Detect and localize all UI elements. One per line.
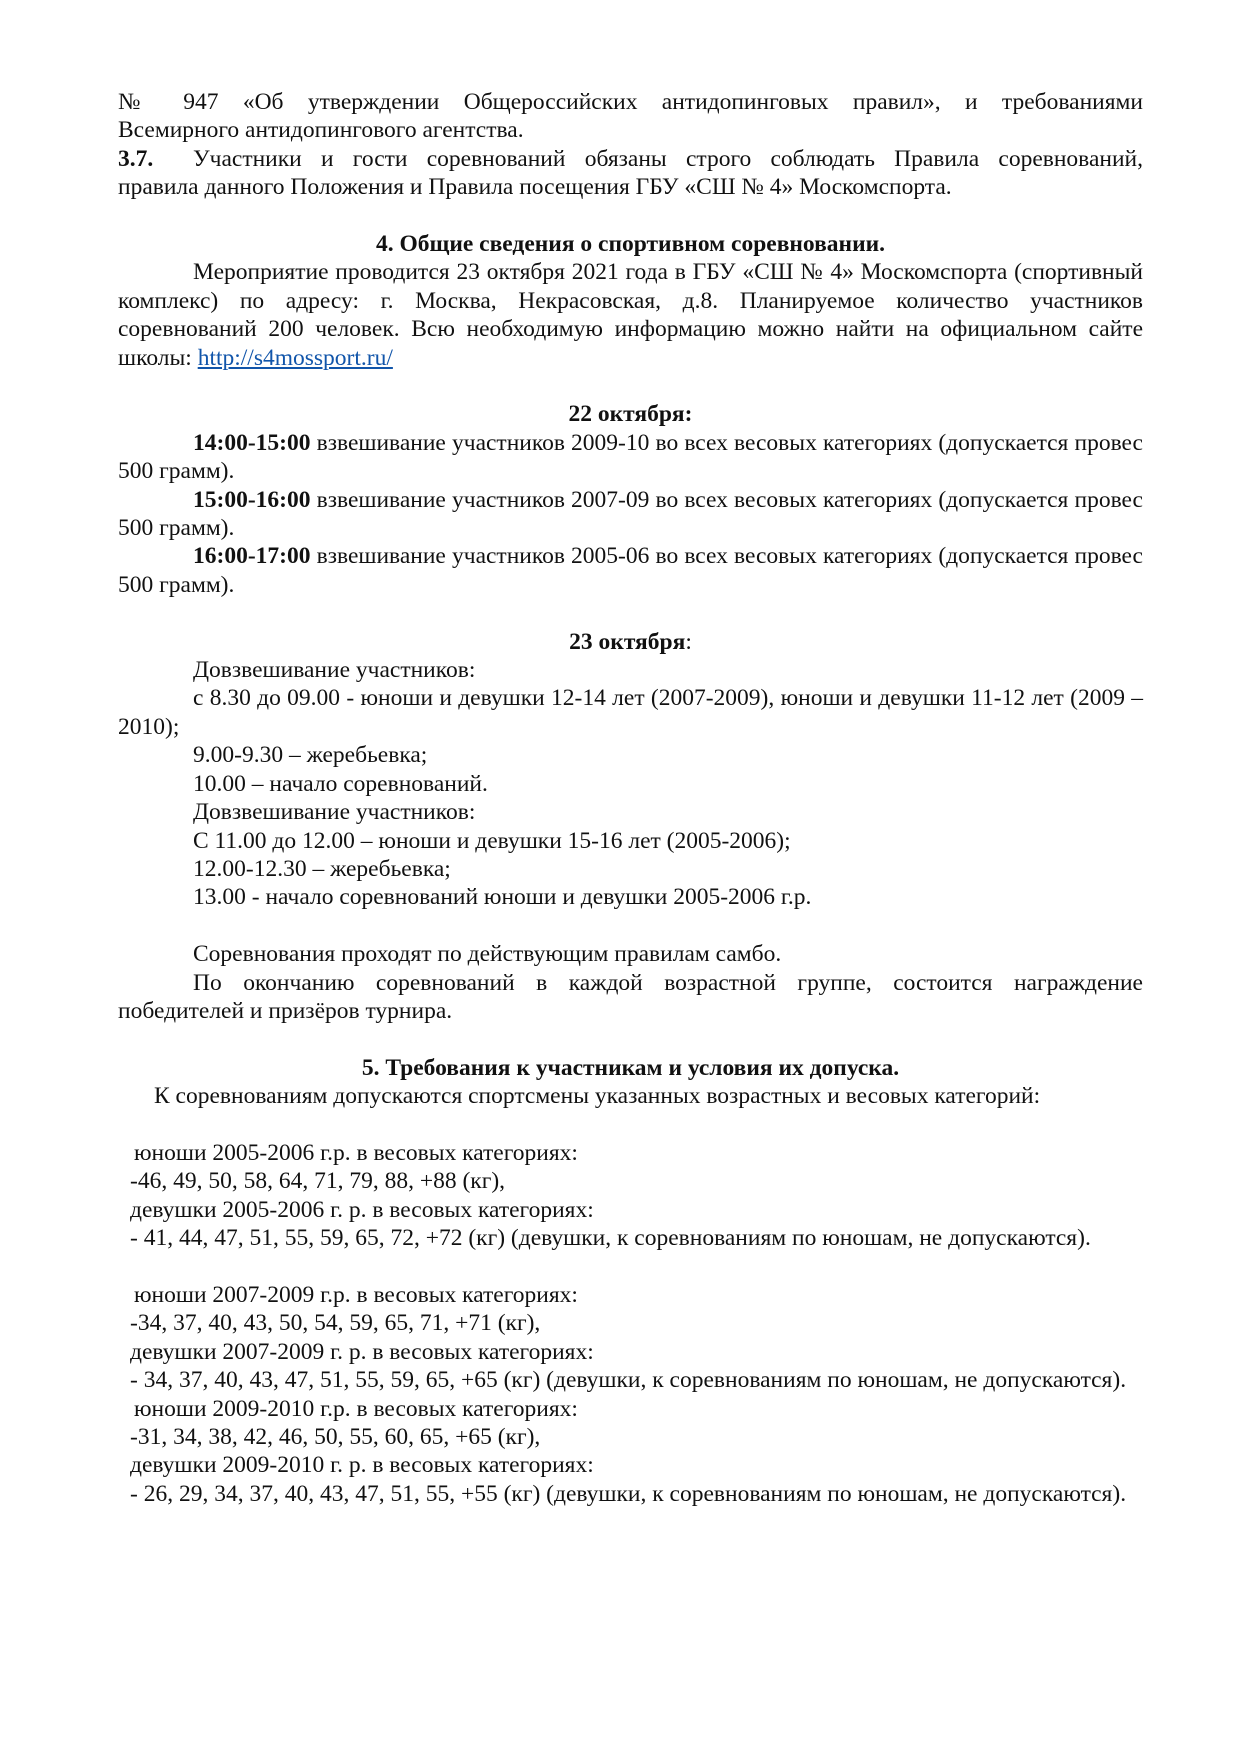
- day-22-schedule: [118, 429, 1143, 599]
- awards-paragraph: По окончанию соревнований в каждой возрастной группе, состоится награждение победителей и призёров турнира.: [118, 969, 1143, 1024]
- section-5-intro: К соревнованиям допускаются спортсмены указанных возрастных и весовых категорий:: [154, 1083, 1041, 1110]
- day-23-line-5: С 11.00 до 12.00 – юноши и девушки 15-16 лет (2005-2006);: [193, 827, 791, 854]
- intro-line-1: № 947 «Об утверждении Общероссийских антидопинговых правил», и требованиями: [118, 89, 1143, 115]
- section-4-text: Мероприятие проводится 23 октября 2021 года в ГБУ «СШ № 4» Москомспорта (спортивный комплекс) по адресу: г. Москва, Некрасовская, д.8. Планируемое количество участников соревнований 200 человек. Всю необходимую информацию можно найти на официальном сайте школы:: [118, 259, 1143, 371]
- weigh-in-description: взвешивание участников 2005-06 во всех весовых категориях (допускается провес 500 грамм).: [118, 543, 1143, 598]
- weigh-in-entry: [118, 429, 1143, 486]
- weigh-in-time: 14:00-15:00: [193, 429, 311, 456]
- girls-category-heading: девушки 2007-2009 г. р. в весовых категориях:: [130, 1338, 594, 1365]
- weigh-in-description: взвешивание участников 2009-10 во всех весовых категориях (допускается провес 500 грамм).: [118, 429, 1143, 485]
- day-23-line-0: Довзвешивание участников:: [193, 657, 476, 684]
- section-5-title: 5. Требования к участникам и условия их допуска.: [361, 1054, 900, 1081]
- day-23-heading: [118, 628, 1143, 656]
- school-website-link[interactable]: http://s4mossport.ru/: [197, 344, 393, 371]
- boys-category-heading: юноши 2009-2010 г.р. в весовых категориях:: [134, 1395, 578, 1422]
- day-23-heading-colon: :: [685, 628, 692, 655]
- section-4-title: 4. Общие сведения о спортивном соревновании.: [375, 231, 886, 258]
- day-23-line-2: 9.00-9.30 – жеребьевка;: [193, 742, 428, 769]
- item-3-7-text-1: Участники и гости соревнований обязаны строго соблюдать Правила соревнований,: [193, 145, 1143, 172]
- day-23-line-7: 13.00 - начало соревнований юноши и девушки 2005-2006 г.р.: [193, 884, 812, 911]
- weigh-in-description: взвешивание участников 2007-09 во всех весовых категориях (допускается провес 500 грамм).: [118, 486, 1143, 542]
- girls-weight-list: - 34, 37, 40, 43, 47, 51, 55, 59, 65, +65 (кг) (девушки, к соревнованиям по юношам, не допускаются).: [130, 1367, 1127, 1394]
- weight-groups: [118, 1139, 1143, 1508]
- boys-weight-list: -31, 34, 38, 42, 46, 50, 55, 60, 65, +65 (кг),: [130, 1423, 541, 1450]
- weigh-in-time: 15:00-16:00: [193, 486, 311, 513]
- day-23-line-3: 10.00 – начало соревнований.: [193, 770, 488, 797]
- rules-line: Соревнования проходят по действующим правилам самбо.: [193, 941, 782, 968]
- document-page: [118, 88, 1143, 1508]
- item-3-7-line-1: [118, 145, 1143, 173]
- day-23-heading-date: 23 октября: [569, 628, 686, 655]
- day-23-line-4: Довзвешивание участников:: [193, 799, 476, 826]
- girls-weight-list: - 26, 29, 34, 37, 40, 43, 47, 51, 55, +55 (кг) (девушки, к соревнованиям по юношам, не допускаются).: [130, 1480, 1127, 1507]
- item-3-7-number: 3.7.: [118, 145, 154, 172]
- boys-weight-list: -34, 37, 40, 43, 50, 54, 59, 65, 71, +71 (кг),: [130, 1310, 541, 1337]
- boys-weight-list: -46, 49, 50, 58, 64, 71, 79, 88, +88 (кг),: [130, 1168, 506, 1195]
- day-22-heading: 22 октября:: [568, 401, 693, 428]
- intro-line-2: Всемирного антидопингового агентства.: [118, 117, 524, 144]
- day-23-line-6: 12.00-12.30 – жеребьевка;: [193, 855, 451, 882]
- item-3-7-line-2: правила данного Положения и Правила посещения ГБУ «СШ № 4» Москомспорта.: [118, 174, 952, 201]
- girls-category-heading: девушки 2009-2010 г. р. в весовых категориях:: [130, 1452, 594, 1479]
- weigh-in-time: 16:00-17:00: [193, 543, 311, 570]
- boys-category-heading: юноши 2005-2006 г.р. в весовых категориях:: [134, 1139, 578, 1166]
- girls-category-heading: девушки 2005-2006 г. р. в весовых категориях:: [130, 1196, 594, 1223]
- day-23-line-1: с 8.30 до 09.00 - юноши и девушки 12-14 лет (2007-2009), юноши и девушки 11-12 лет (2009 – 2010);: [118, 685, 1143, 740]
- section-4-paragraph: [118, 258, 1143, 372]
- boys-category-heading: юноши 2007-2009 г.р. в весовых категориях:: [134, 1281, 578, 1308]
- girls-weight-list: - 41, 44, 47, 51, 55, 59, 65, 72, +72 (кг) (девушки, к соревнованиям по юношам, не допускаются).: [130, 1225, 1091, 1252]
- weigh-in-entry: [118, 486, 1143, 543]
- weigh-in-entry: [118, 542, 1143, 599]
